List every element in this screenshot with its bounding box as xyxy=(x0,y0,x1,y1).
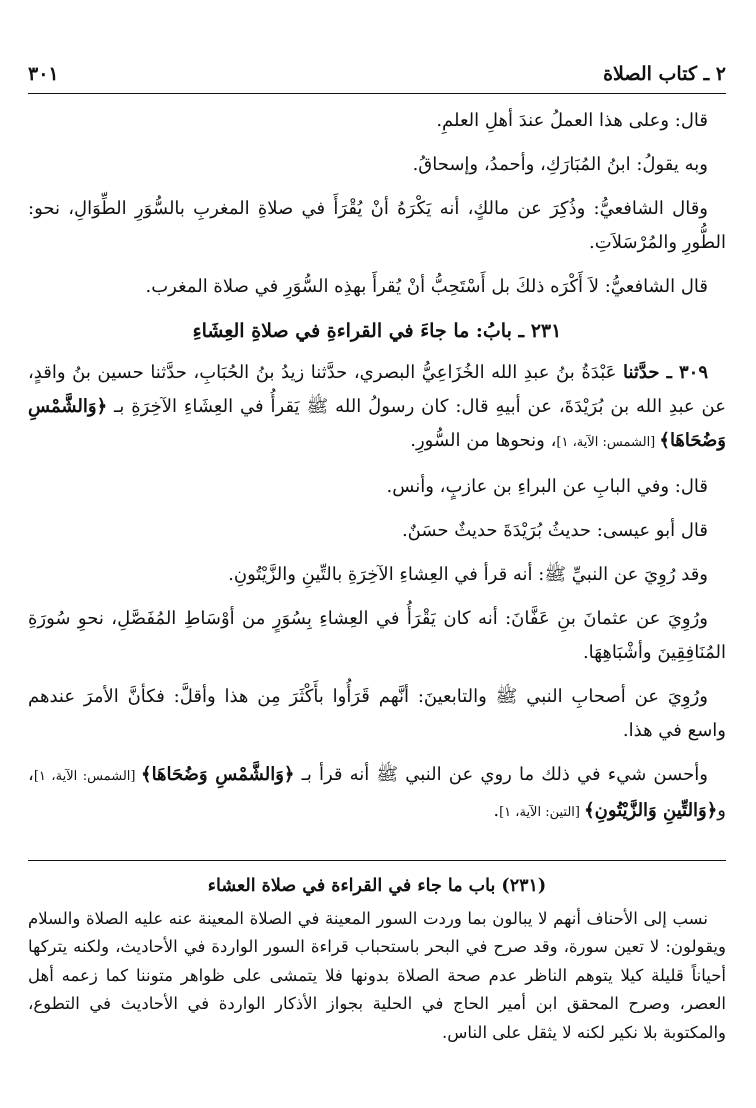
paragraph-text: ، و xyxy=(28,764,726,821)
paragraph: ورُوِيَ عن عثمانَ بنِ عَفَّانَ: أنه كان يَقْرَأُ في العِشاءِ بِسُوَرٍ من أوْسَاطِ المُفَصَّلِ، نحوِ سُورَةِ المُنَافِقِينَ وأشْبَاهِهَا. xyxy=(28,608,726,663)
notes-divider xyxy=(28,860,726,861)
paragraph: قال: وعلى هذا العملُ عندَ أهلِ العلمِ. xyxy=(436,110,708,131)
page-number: ٣٠١ xyxy=(28,63,59,85)
paragraph-text: . xyxy=(493,800,500,821)
quran-quote: ﴿وَالشَّمْسِ وَضُحَاهَا﴾ xyxy=(28,396,726,451)
header-divider xyxy=(28,93,726,94)
quran-quote: ﴿وَالشَّمْسِ وَضُحَاهَا﴾ xyxy=(141,764,295,785)
quran-quote: ﴿وَالتِّينِ وَالزَّيْتُونِ﴾ xyxy=(584,800,718,821)
paragraph: قال أبو عيسى: حديثُ بُرَيْدَةَ حديثٌ حسَنٌ. xyxy=(401,520,708,541)
paragraph: وقال الشافعيُّ: وذُكِرَ عن مالكٍ، أنه يَكْرَهُ أنْ يُقْرَأَ في صلاةِ المغربِ بالسُّوَرِ الطِّوَالِ، نحو: الطُّورِ والمُرْسَلاَتِ. xyxy=(28,198,726,253)
notes-title: (٢٣١) باب ما جاء في القراءة في صلاة العشاء xyxy=(207,876,547,896)
paragraph: ورُوِيَ عن أصحابِ النبي ﷺ والتابعينَ: أنَّهم قَرَأُوا بأَكْثَرَ مِن هذا وأقلَّ: فكأنَّ الأمرَ عندهم واسع في هذا. xyxy=(28,686,726,741)
hadith-text: عَبْدَةُ بنُ عبدِ الله الخُزَاعِيُّ البصري، حدَّثنا زيدُ بنُ الحُبَابِ، حدَّثنا حسين بنُ واقدٍ، عن عبدِ الله بن بُرَيْدَةَ، عن أبيهِ قال: كان رسولُ الله ﷺ يَقرأُ في العِشَاءِ الآخِرَةِ بـ xyxy=(28,362,726,417)
hadith-text-end: ، ونحوها من السُّورِ. xyxy=(410,430,557,451)
hadith-number: ٣٠٩ ـ حدَّثنا xyxy=(622,362,708,383)
chapter-heading: ٢٣١ ـ بابُ: ما جاءَ في القراءةِ في صلاةِ العِشَاءِ xyxy=(192,320,562,342)
page-header xyxy=(28,58,726,90)
paragraph-text: وأحسن شيء في ذلك ما روي عن النبي ﷺ أنه قرأ بـ xyxy=(294,764,708,785)
paragraph xyxy=(28,758,726,830)
hadith-paragraph xyxy=(28,356,726,460)
quran-citation: [الشمس: الآية، ١] xyxy=(33,769,142,784)
quran-citation: [التين: الآية، ١] xyxy=(499,805,585,820)
running-chapter-title: ٢ ـ كتاب الصلاة xyxy=(603,63,726,85)
paragraph: وبه يقولُ: ابنُ المُبَارَكِ، وأحمدُ، وإسحاقُ. xyxy=(412,154,708,175)
paragraph: قال الشافعيُّ: لاَ أَكْرَه ذلكَ بل أَسْتَحِبُّ أنْ يُقرأَ بهذِه السُّوَرِ في صلاة المغرب. xyxy=(145,276,708,297)
commentary-notes xyxy=(28,872,726,1047)
quran-citation: [الشمس: الآية، ١] xyxy=(556,435,660,450)
main-text xyxy=(28,104,726,840)
paragraph: وقد رُوِيَ عن النبيِّ ﷺ: أنه قرأ في العِشاءِ الآخِرَةِ بالتِّينِ والزَّيْتُونِ. xyxy=(228,564,708,585)
paragraph: قال: وفي البابِ عن البراءِ بن عازبٍ، وأنس. xyxy=(386,476,708,497)
notes-text: نسب إلى الأحناف أنهم لا يبالون بما وردت السور المعينة في الصلاة المعينة عنه عليه الصلاة والسلام ويقولون: لا تعين سورة، وقد صرح في البحر باستحباب قراءة السور الواردة في الأحاديث، ولكنه يتركها أحياناً قليلة كيلا يتوهم الناظر عدم صحة الصلاة بدونها فلا يتمشى على ظواهر متوننا كما زعمه أهل العصر، وصرح المحقق ابن أمير الحاج في الحلية بجواز الأذكار الواردة في الأحاديث في التطوع، والمكتوبة بلا نكير لكنه لا يثقل على الناس. xyxy=(28,908,726,1042)
